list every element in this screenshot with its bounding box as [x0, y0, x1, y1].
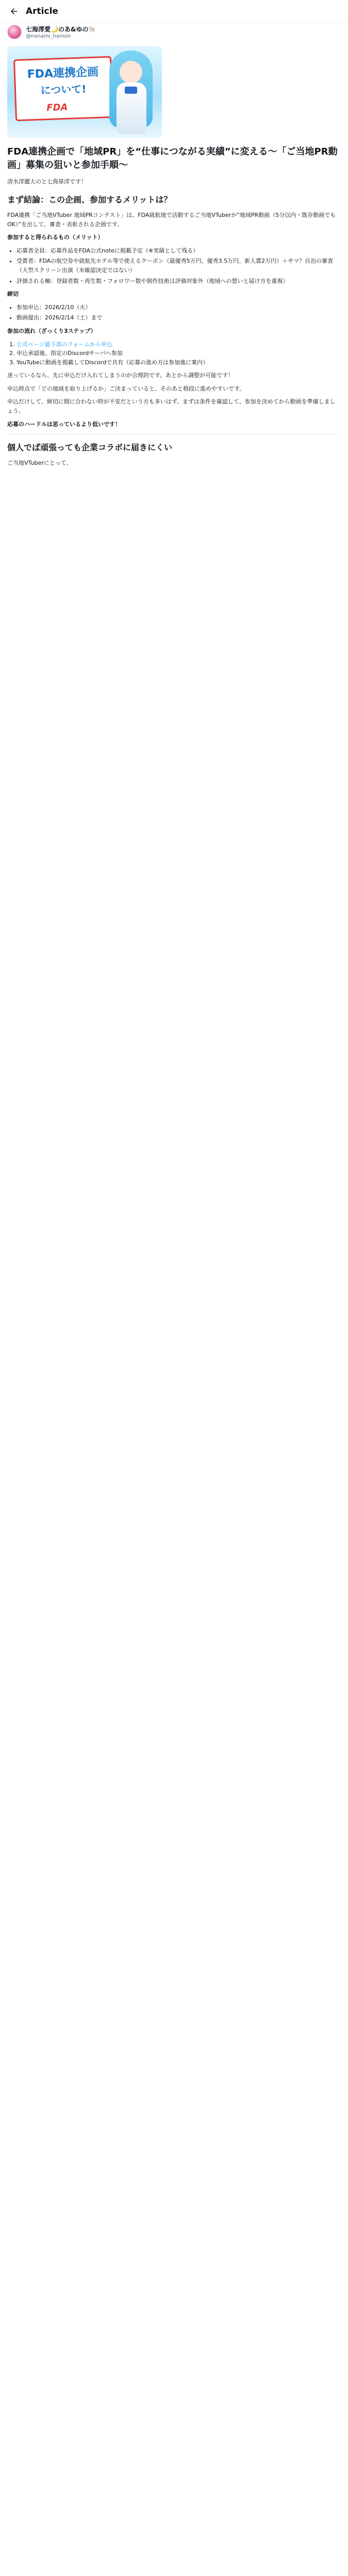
- list-item: • 動画提出：2026/2/14（土）まで: [16, 313, 340, 323]
- paragraph: 迷っているなら、先に申込だけ入れてしまうのが合理的です。あとから調整が可能です！: [7, 372, 234, 379]
- top-bar: [0, 0, 348, 23]
- list-item: • 評価される軸：登録者数・再生数・フォロワー数や制作技術は評価対象外（地域への想いと届け方を重視）: [16, 277, 340, 286]
- article-content: [7, 145, 340, 472]
- paragraph: ご当地VTuberにとって、: [7, 460, 72, 467]
- section-heading: まず結論：この企画、参加するメリットは？: [7, 194, 172, 205]
- hero-title-line1: FDA連携企画: [27, 65, 99, 81]
- list-item: • 受賞者：FDAの航空券や就航先ホテル等で使えるクーポン（最優秀5万円、優秀3.5万円、新人賞2万円）＋サマ？自治の審査（大型スクリーン出演（未確認決定ではない）: [16, 257, 340, 275]
- paragraph: 申込時点で「どの地域を取り上げるか」ご決まっていると、そのあと格段に進めやすいです。: [7, 385, 245, 392]
- paragraph-strong: 応募のハードルは思っているより低いです！: [7, 420, 121, 428]
- character-illustration: [105, 50, 157, 135]
- paragraph: 申込だけして、締切に間に合わない時が不安だという方も多いはず。まずは条件を確認して、参加を決めてから動画を準備しましょう。: [7, 398, 336, 415]
- article-intro: 清水澪麗大のと七海皐澪です！: [7, 178, 87, 185]
- deadline-list: [16, 303, 340, 323]
- fda-logo: FDA: [46, 101, 68, 114]
- step-item: 2. 申込承認後、指定のDiscordサーバへ参加: [16, 349, 340, 358]
- page-title: Article: [26, 6, 58, 16]
- author-handle[interactable]: @nanami_hamon: [26, 33, 71, 39]
- merits-list: [16, 246, 340, 285]
- section-heading: 個人でば頑張っても企業コラボに届きにくい: [7, 443, 173, 453]
- hero-image[interactable]: [7, 46, 162, 138]
- list-item: • 参加申込：2026/2/10（火）: [16, 303, 340, 312]
- back-arrow-icon: [9, 7, 19, 16]
- article-title: FDA連携企画で「地域PR」を“仕事につながる実績”に変える〜「ご当地PR動画」募集の狙いと参加手順〜: [7, 146, 338, 171]
- author-name[interactable]: 七海澪愛🌙のあ&ゆの🐚: [26, 26, 96, 33]
- steps-label: 参加の流れ（ざっくり3ステップ）: [7, 327, 96, 334]
- hero-title-line2: について!: [40, 82, 87, 97]
- step-item[interactable]: [16, 340, 340, 349]
- paragraph: FDA連携「ご当地VTuber 地域PRコンテスト」は、FDA就航地で活動するご当地VTuberが“地域PR動画（5分以内・既存動画でもOK）”を出して、審査・表彰される企画です。: [7, 211, 336, 228]
- step-link[interactable]: 公式ページ最下部のフォームから申込: [16, 341, 113, 348]
- list-item: • 応募者全員：応募作品をFDA公式noteに掲載予定（※実績として残る）: [16, 246, 340, 256]
- hero-title-card: [13, 56, 113, 122]
- author-avatar[interactable]: [7, 25, 22, 39]
- deadline-label: 締切: [7, 291, 19, 298]
- step-item: 3. YouTubeに動画を掲載してDiscordで共有（応募の進め方は参加後に案内）: [16, 358, 340, 367]
- back-button[interactable]: [7, 5, 21, 18]
- author-row[interactable]: [7, 25, 96, 39]
- merits-label: 参加すると得られるもの（メリット）: [7, 234, 104, 241]
- steps-list: [16, 340, 340, 367]
